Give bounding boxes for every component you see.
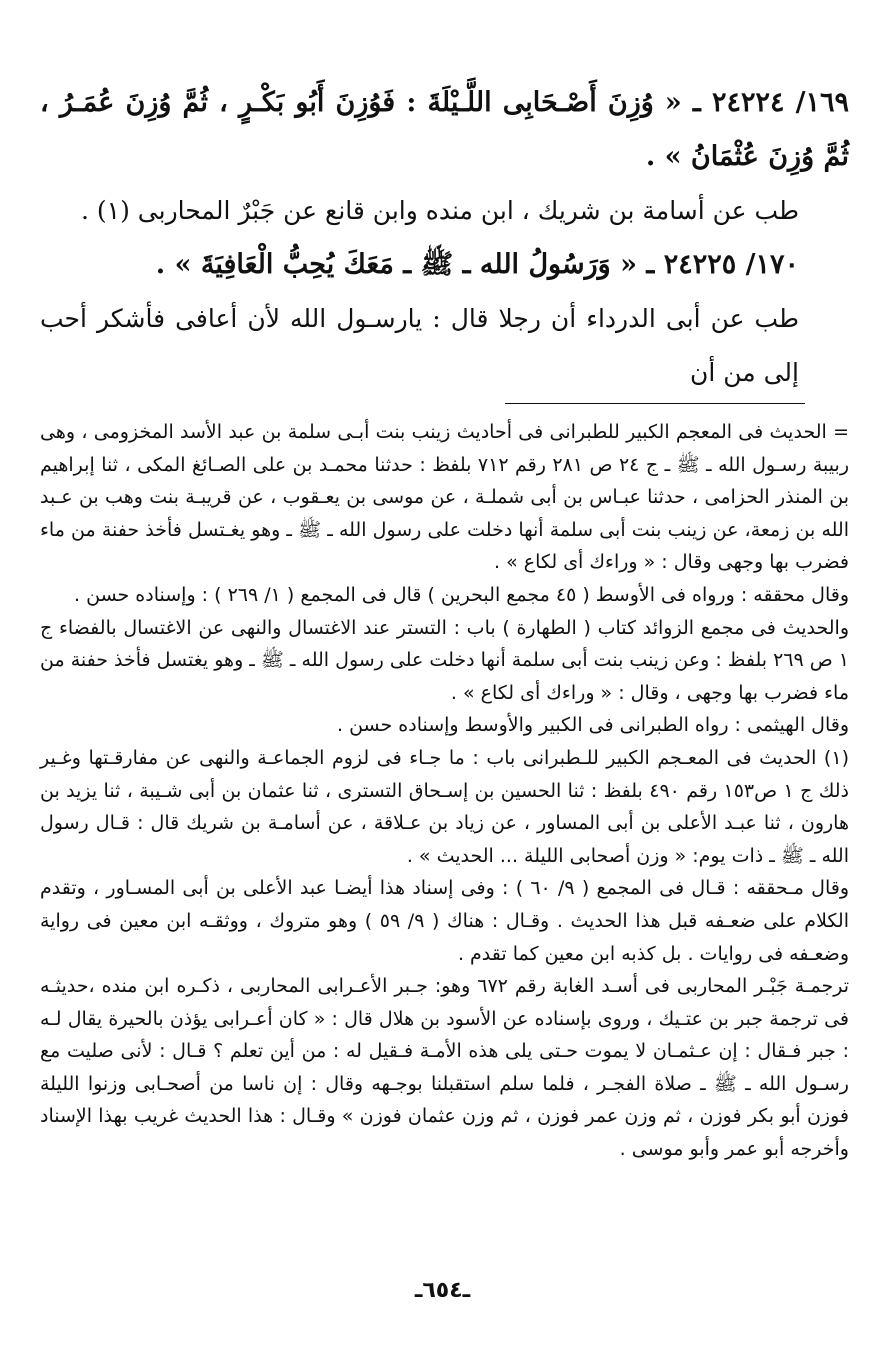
hadith-169-source: طب عن أسامة بن شريك ، ابن منده وابن قانع عن جَبْرٌ المحاربى (١) .	[81, 196, 799, 225]
footnote-separator	[505, 403, 805, 404]
footnotes	[40, 416, 849, 1166]
footnote-paragraph: وقال مـحققه : قـال فى المجمع ( ٩/ ٦٠ ) : وفى إسناد هذا أيضـا عبد الأعلى بن أبى المسـاور ، وتقدم الكلام على ضعـفه قبل هذا الحديث . وقـال : هناك ( ٩/ ٥٩ ) وهو متروك ، ووثقـه ابن معين فى رواية وضعـفه فى روايات . بل كذبه ابن معين كما تقدم .	[40, 877, 849, 965]
footnote-paragraph: والحديث فى مجمع الزوائد كتاب ( الطهارة ) باب : التستر عند الاغتسال والنهى عن الاغتسال بالفضاء ج ١ ص ٢٦٩ بلفظ : وعن زينب بنت أبى سلمة أنها دخلت على رسول الله ـ ﷺ ـ وهو يغتسل فأخذ حفنة من ماء فضرب بها وجهى ، وقال : « وراءك أى لكاع » .	[40, 616, 849, 704]
footnote-paragraph: ترجمـة جَبْـر المحاربى فى أسـد الغابة رقم ٦٧٢ وهو: جـبر الأعـرابى المحاربى ، ذكـره ابن منده ،حديثـه فى ترجمة جبر بن عتـيك ، وروى بإسناده عن الأسود بن هلال قال : « كان أعـرابى يؤذن بالحيرة يقال لـه : جبر فـقال : إن عـثمـان لا يموت حـتى يلى هذه الأمـة فـقيل له : من أين تعلم ؟ قـال : لأنى صليت مع رسـول الله ـ ﷺ ـ صلاة الفجـر ، فلما سلم استقبلنا بوجـهه وقال : إن ناسا من أصحـابى وزنوا الليلة فوزن أبو بكر فوزن ، ثم وزن عمر فوزن ، ثم وزن عثمان فوزن » وقـال : هذا الحديث غريب بهذا الإسناد وأخرجه أبو عمر وأبو موسى .	[40, 975, 849, 1161]
hadith-170-source: طب عن أبى الدرداء أن رجلا قال : يارسـول الله لأن أعافى فأشكر أحب إلى من أن	[40, 304, 799, 387]
footnote-paragraph: وقال محققه : ورواه فى الأوسط ( ٤٥ مجمع البحرين ) قال فى المجمع ( ١/ ٢٦٩ ) : وإسناده حسن .	[74, 583, 849, 606]
hadith-169: ١٦٩/ ٢٤٢٢٤ ـ « وُزِنَ أَصْـحَابِى اللَّـيْلَةَ : فَوُزِنَ أَبُو بَكْـرٍ ، ثُمَّ وُزِنَ عُمَـرُ ، ثُمَّ وُزِنَ عُثْمَانُ » .	[40, 87, 849, 172]
page-number: ـ٦٥٤ـ	[414, 1278, 471, 1303]
footnote-continuation: = الحديث فى المعجم الكبير للطبرانى فى أحاديث زينب بنت أبـى سلمة بن عبد الأسد المخزومى ، وهى ربيبة رسـول الله ـ ﷺ ـ ج ٢٤ ص ٢٨١ رقم ٧١٢ بلفظ : حدثنا محمـد بن على الصـائغ المكى ، ثنا إبراهيم بن المنذر الحزامى ، حدثنا عبـاس بن أبى شملـة ، عن موسى بن يعـقوب ، عن قريبـة بنت وهب بن عـبد الله بن زمعة، عن زينب بنت أبى سلمة أنها دخلت على رسول الله ـ ﷺ ـ وهو يغـتسل فأخذ حفنة من ماء فضرب بها وجهى وقال : « وراءك أى لكاع » .	[40, 421, 849, 574]
footnote-paragraph: وقال الهيثمى : رواه الطبرانى فى الكبير والأوسط وإسناده حسن .	[337, 714, 849, 737]
footnote-1: (١) الحديث فى المعـجم الكبير للـطبرانى باب : ما جـاء فى لزوم الجماعـة والنهى عن مفارقـتها وغـير ذلك ج ١ ص١٥٣ رقم ٤٩٠ بلفظ : ثنا الحسين بن إسـحاق التسترى ، ثنا عثمان بن أبى شـيبة ، ثنا يزيد بن هارون ، ثنا عبـد الأعلى بن أبى المساور ، عن زياد بن عـلاقة ، عن أسامـة بن شريك قال : قـال رسول الله ـ ﷺ ـ ذات يوم: « وزن أصحابى الليلة ... الحديث » .	[40, 746, 849, 867]
hadith-170: ١٧٠/ ٢٤٢٢٥ ـ « وَرَسُولُ الله ـ ﷺ ـ مَعَكَ يُحِبُّ الْعَافِيَةَ » .	[155, 249, 799, 280]
main-text	[40, 76, 849, 400]
